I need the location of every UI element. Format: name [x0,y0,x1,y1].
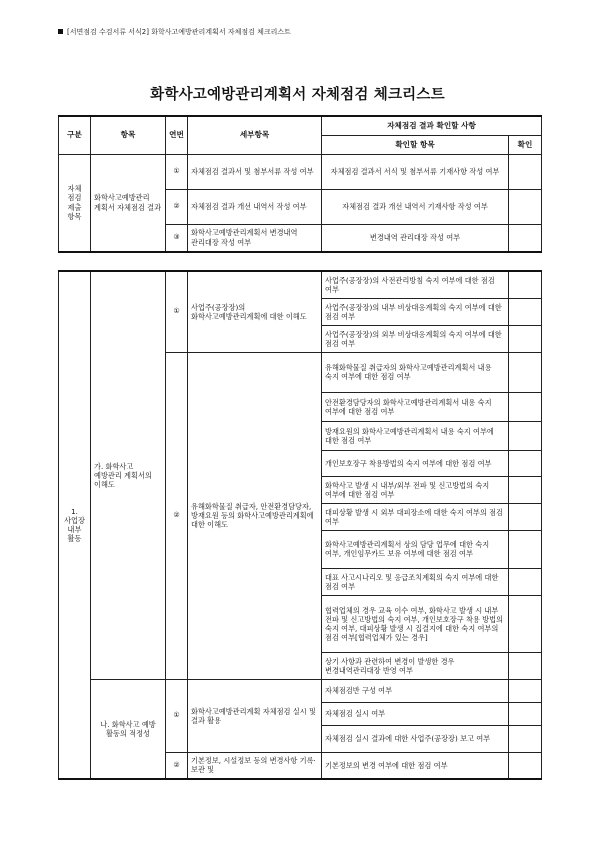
item-b-cell: 나. 화학사고 예방 활동의 적정성 [91,679,166,779]
confirm-cell[interactable] [509,154,542,189]
col-result-group: 자체점검 결과 확인할 사항 [322,116,542,135]
col-category: 구분 [59,116,91,154]
check-item-cell: 유해화학물질 취급자의 화학사고예방관리계획서 내용 숙지 여부에 대한 점검 여부 [322,352,509,392]
check-item-cell: 자체점검 실시 결과에 대한 사업주(공장장) 보고 여부 [322,725,509,752]
row-number: ② [166,752,188,779]
detail-cell: 자체점검 결과서 및 첨부서류 작성 여부 [188,154,322,189]
check-item-cell: 개인보호장구 착용방법의 숙지 여부에 대한 점검 여부 [322,450,509,476]
confirm-cell[interactable] [509,503,542,530]
confirm-cell[interactable] [509,568,542,595]
confirm-cell[interactable] [509,421,542,450]
item-a-cell: 가. 화학사고 예방관리 계획서의 이해도 [91,271,166,679]
detail-cell: 기본정보, 시설정보 등의 변경사항 기록·보관 및 [188,752,322,779]
item-cell: 화학사고예방관리 계획서 자체점검 결과 [91,154,166,252]
confirm-cell[interactable] [509,595,542,652]
check-item-cell: 자체점검 실시 여부 [322,702,509,725]
detail-cell: 화학사고예방관리계획 자체점검 실시 및 결과 활용 [188,679,322,752]
check-item-cell: 방재요원의 화학사고예방관리계획서 내용 숙지 여부에 대한 점검 여부 [322,421,509,450]
confirm-cell[interactable] [509,224,542,252]
detail-cell: 화학사고예방관리계획서 변경내역 관리대장 작성 여부 [188,224,322,252]
col-item: 항목 [91,116,166,154]
detail-cell: 자체점검 결과 개선 내역서 작성 여부 [188,189,322,224]
row-number: ① [166,154,188,189]
row-number: ③ [166,224,188,252]
row-number: ① [166,271,188,352]
confirm-cell[interactable] [509,325,542,352]
check-item-cell: 협력업체의 경우 교육 이수 여부, 화학사고 발생 시 내부 전파 및 신고방법의 숙지 여부, 개인보호장구 착용 방법의 숙지 여부, 대피상황 발생 시 집결지에 대한 숙지 여부의 점검 여부[협력업체가 있는 경우] [322,595,509,652]
row-number: ② [166,189,188,224]
confirm-cell[interactable] [509,752,542,779]
col-detail: 세부항목 [188,116,322,154]
check-item-cell: 기본정보의 변경 여부에 대한 점검 여부 [322,752,509,779]
col-check-item: 확인할 항목 [322,135,509,154]
check-item-cell: 자체점검 결과서 서식 및 첨부서류 기재사항 작성 여부 [322,154,509,189]
check-item-cell: 대표 사고시나리오 및 응급조치계획의 숙지 여부에 대한 점검 여부 [322,568,509,595]
confirm-cell[interactable] [509,189,542,224]
self-inspection-submission-table [58,115,542,253]
detail-cell: 사업주(공장장)의 화학사고예방관리계획에 대한 이해도 [188,271,322,352]
confirm-cell[interactable] [509,679,542,702]
form-label [58,27,291,37]
check-item-cell: 자체점검 결과 개선 내역서 기재사항 작성 여부 [322,189,509,224]
detail-cell: 유해화학물질 취급자, 안전환경담당자, 방재요원 등의 화학사고예방관리계획에 대한 이해도 [188,352,322,679]
confirm-cell[interactable] [509,352,542,392]
confirm-cell[interactable] [509,652,542,679]
col-number: 연번 [166,116,188,154]
check-item-cell: 변경내역 관리대장 작성 여부 [322,224,509,252]
confirm-cell[interactable] [509,702,542,725]
confirm-cell[interactable] [509,725,542,752]
check-item-cell: 안전환경담당자의 화학사고예방관리계획서 내용 숙지 여부에 대한 점검 여부 [322,392,509,421]
check-item-cell: 사업주(공장장)의 내부 비상대응계획의 숙지 여부에 대한 점검 여부 [322,298,509,325]
confirm-cell[interactable] [509,271,542,298]
confirm-cell[interactable] [509,450,542,476]
confirm-cell[interactable] [509,392,542,421]
check-item-cell: 대피상황 발생 시 외부 대피장소에 대한 숙지 여부의 점검 여부 [322,503,509,530]
check-item-cell: 상기 사항과 관련하여 변경이 발생한 경우 변경내역관리대장 반영 여부 [322,652,509,679]
page-title: 화학사고예방관리계획서 자체점검 체크리스트 [150,87,445,103]
confirm-cell[interactable] [509,298,542,325]
internal-activity-table [58,270,542,780]
check-item-cell: 화학사고 발생 시 내부/외부 전파 및 신고방법의 숙지 여부에 대한 점검 여부 [322,476,509,503]
category-cell: 1. 사업장 내부 활동 [59,271,91,779]
square-bullet-icon [58,29,63,34]
check-item-cell: 사업주(공장장)의 외부 비상대응계획의 숙지 여부에 대한 점검 여부 [322,325,509,352]
confirm-cell[interactable] [509,476,542,503]
category-cell: 자체 점검 제출 항목 [59,154,91,252]
confirm-cell[interactable] [509,530,542,568]
check-item-cell: 사업주(공장장)의 사전관리방침 숙지 여부에 대한 점검 여부 [322,271,509,298]
row-number: ② [166,352,188,679]
check-item-cell: 화학사고예방관리계획서 상의 담당 업무에 대한 숙지 여부, 개인임무카드 보유 여부에 대한 점검 여부 [322,530,509,568]
row-number: ① [166,679,188,752]
form-label-text: [서면점검 수검서류 서식2] 화학사고예방관리계획서 자체점검 체크리스트 [67,28,291,36]
check-item-cell: 자체점검반 구성 여부 [322,679,509,702]
col-confirm: 확인 [509,135,542,154]
